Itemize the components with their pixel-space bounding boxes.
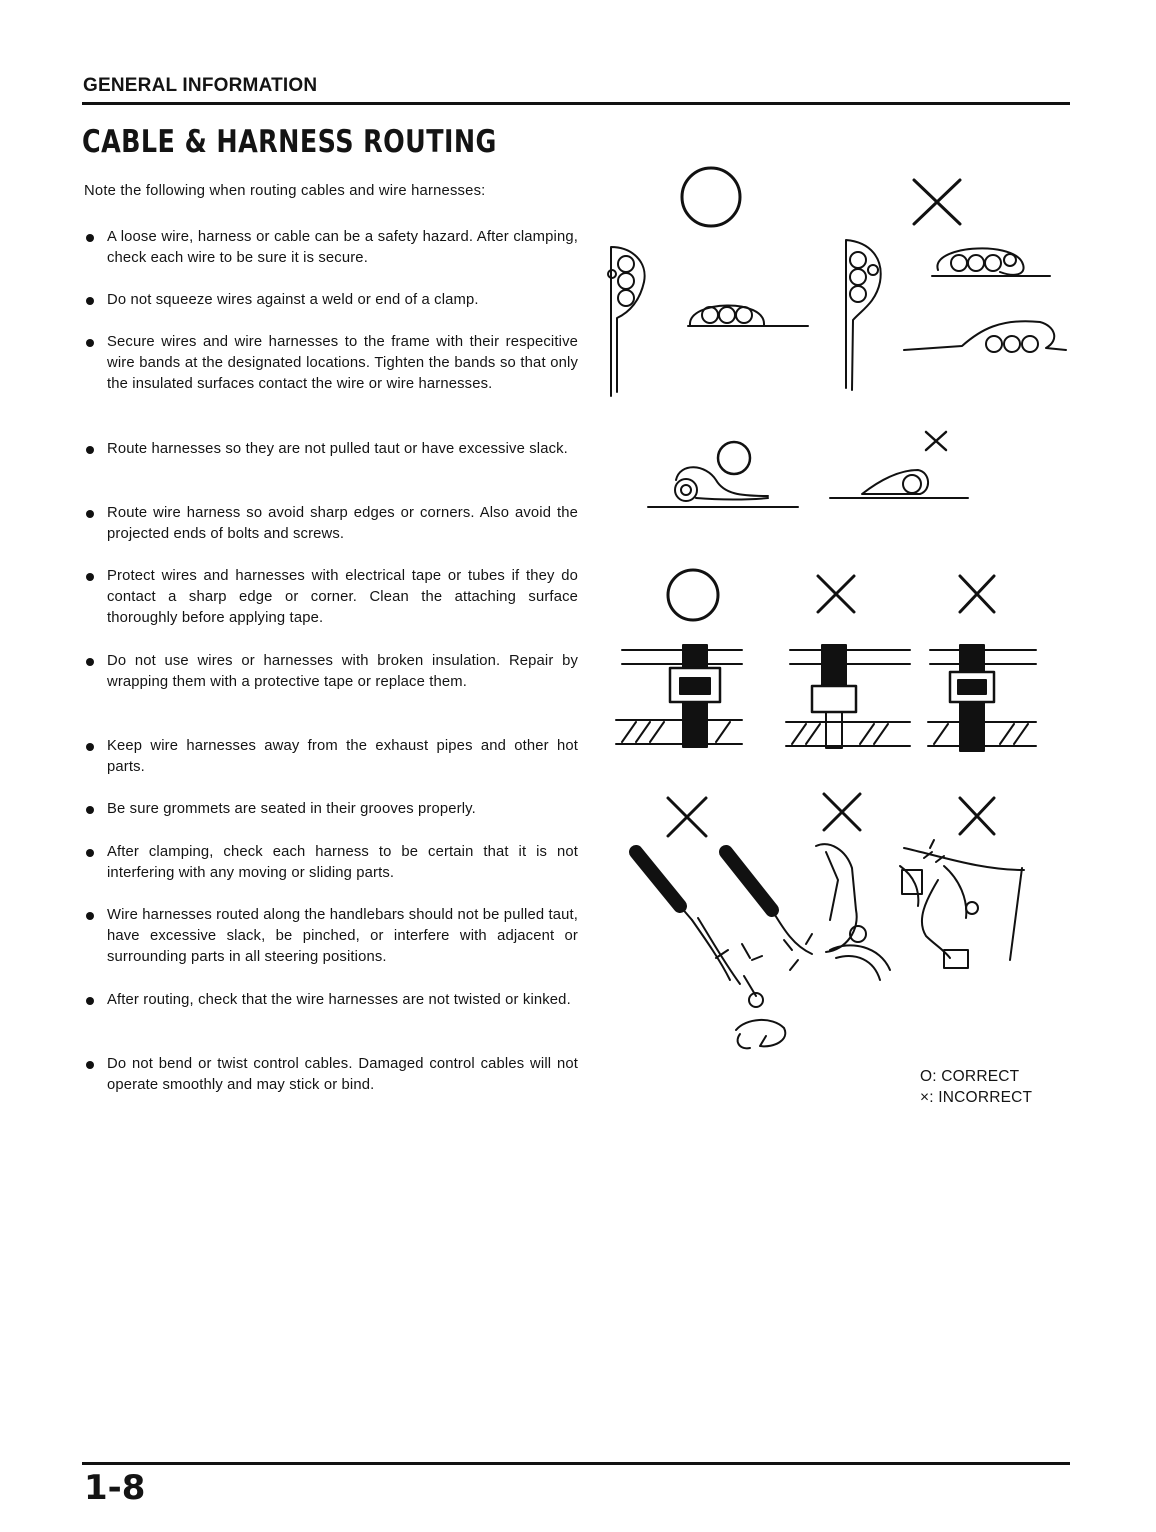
note-text: After routing, check that the wire harnesses are not twisted or kinked. [107, 992, 571, 1008]
incorrect-icon [914, 180, 960, 224]
page-title: CABLE & HARNESS ROUTING [82, 124, 497, 160]
note-text: Protect wires and harnesses with electrical tape or tubes if they do contact a sharp edge or corner. Clean the attaching surface thoroughly before applying tape. [107, 568, 578, 626]
note-text: Do not squeeze wires against a weld or end of a clamp. [107, 292, 479, 308]
note-text: Keep wire harnesses away from the exhaust pipes and other hot parts. [107, 738, 578, 775]
figure-interference-incorrect [900, 798, 1024, 968]
note-text: Do not bend or twist control cables. Damaged control cables will not operate smoothly and may stick or bind. [107, 1056, 578, 1093]
figure-clamp-incorrect [846, 180, 1066, 390]
correct-icon [682, 168, 740, 226]
figure-band-correct [616, 570, 742, 747]
section-header: GENERAL INFORMATION [83, 75, 318, 96]
legend [920, 1066, 1032, 1108]
figure-pinch-incorrect [726, 794, 890, 980]
incorrect-icon [926, 432, 946, 450]
correct-icon [718, 442, 750, 474]
legend-incorrect: ×: INCORRECT [920, 1089, 1033, 1106]
note-text: Do not use wires or harnesses with broken insulation. Repair by wrapping them with a protective tape or replace them. [107, 653, 578, 690]
incorrect-icon [824, 794, 860, 830]
legend-correct: O: CORRECT [920, 1068, 1020, 1085]
figure-band-incorrect-1 [786, 576, 910, 748]
note-text: Be sure grommets are seated in their grooves properly. [107, 801, 476, 817]
figure-slack-correct [648, 442, 798, 507]
note-text: Wire harnesses routed along the handlebars should not be pulled taut, have excessive slack, be pinched, or interfere with adjacent or surrounding parts in all steering positions. [107, 907, 579, 965]
correct-icon [668, 570, 718, 620]
intro-text: Note the following when routing cables and wire harnesses: [84, 183, 486, 199]
incorrect-icon [818, 576, 854, 612]
incorrect-icon [960, 576, 994, 612]
figure-twist-incorrect [636, 798, 785, 1048]
note-text: A loose wire, harness or cable can be a safety hazard. After clamping, check each wire to be sure it is secure. [107, 229, 578, 266]
note-text: Route wire harness so avoid sharp edges or corners. Also avoid the projected ends of bolts and screws. [107, 505, 578, 542]
footer-rule [82, 1462, 1070, 1465]
figure-slack-incorrect [830, 432, 968, 498]
note-text: Secure wires and wire harnesses to the frame with their respecitive wire bands at the designated locations. Tighten the bands so that only the insulated surfaces contact the wire or wire harnesses. [107, 334, 578, 392]
figure-clamp-correct [608, 168, 808, 396]
page-number: 1-8 [84, 1468, 146, 1508]
note-text: After clamping, check each harness to be certain that it is not interfering with any moving or sliding parts. [107, 844, 578, 881]
figure-band-incorrect-2 [928, 576, 1036, 751]
incorrect-icon [668, 798, 706, 836]
incorrect-icon [960, 798, 994, 834]
note-text: Route harnesses so they are not pulled taut or have excessive slack. [107, 441, 568, 457]
